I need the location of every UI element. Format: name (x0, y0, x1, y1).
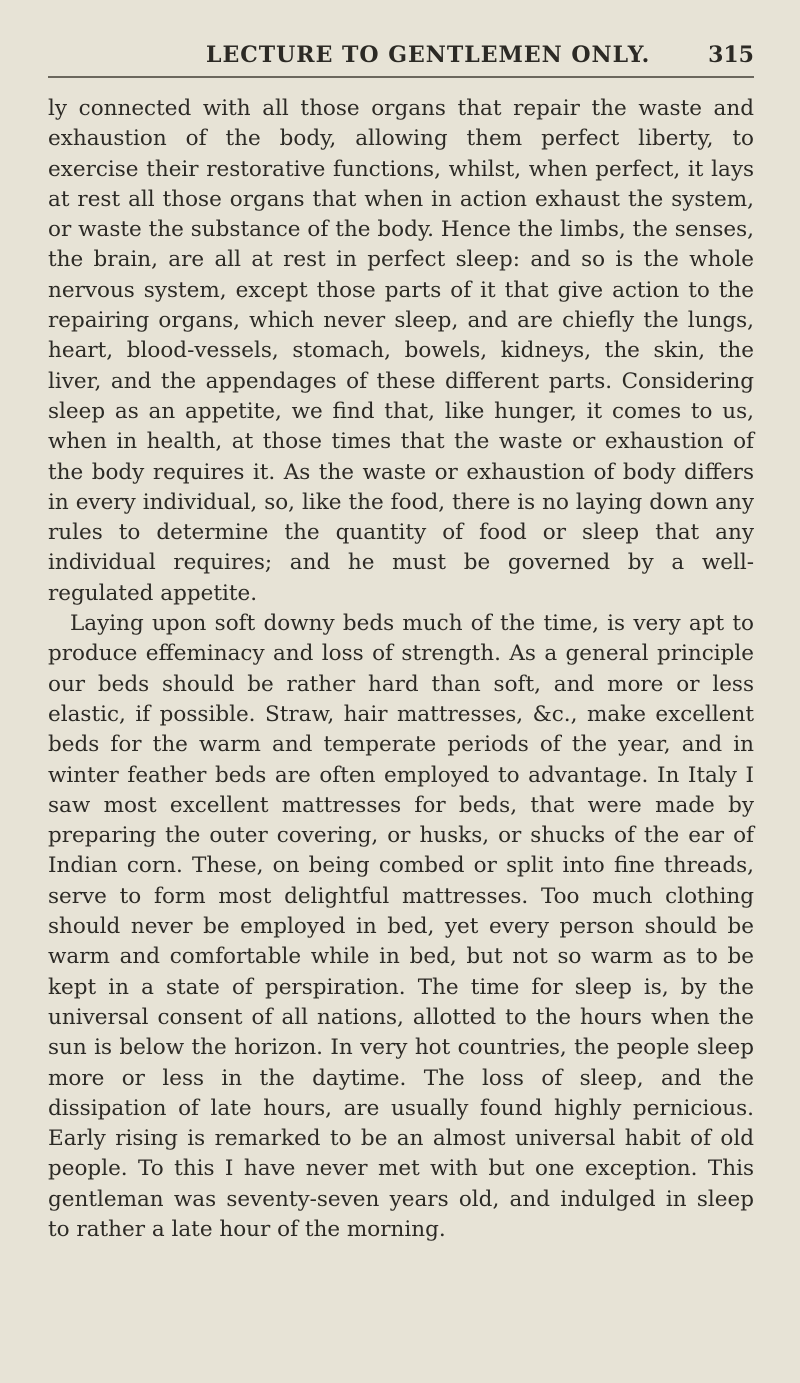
running-title: LECTURE TO GENTLEMEN ONLY. (206, 42, 651, 68)
body-text (48, 94, 754, 1245)
page-number: 315 (708, 42, 754, 68)
running-header (48, 0, 754, 78)
paragraph-sleep-appetite: ly connected with all those organs that repair the waste and exhaustion of the body, allowing them perfect liberty, to exercise their restorative functions, whilst, when perfect, it lays at rest all those organs that when in action exhaust the system, or waste the substance of the body. Hence the limbs, the senses, the brain, are all at rest in perfect sleep: and so is the whole nervous system, except those parts of it that give action to the repairing organs, which never sleep, and are chiefly the lungs, heart, blood-vessels, stomach, bowels, kidneys, the skin, the liver, and the appendages of these different parts. Considering sleep as an appetite, we find that, like hunger, it comes to us, when in health, at those times that the waste or exhaustion of the body requires it. As the waste or exhaustion of body differs in every individual, so, like the food, there is no laying down any rules to determine the quantity of food or sleep that any individual requires; and he must be governed by a well-regulated appetite. (48, 96, 754, 606)
paragraph-beds-and-hours: Laying upon soft downy beds much of the time, is very apt to produce effeminacy and loss of strength. As a general principle our beds should be rather hard than soft, and more or less elastic, if possible. Straw, hair mattresses, &c., make excellent beds for the warm and temperate periods of the year, and in winter feather beds are often employed to advantage. In Italy I saw most excellent mattresses for beds, that were made by preparing the outer covering, or husks, or shucks of the ear of Indian corn. These, on being combed or split into fine threads, serve to form most delightful mattresses. Too much clothing should never be employed in bed, yet every person should be warm and comfortable while in bed, but not so warm as to be kept in a state of perspiration. The time for sleep is, by the universal consent of all nations, allotted to the hours when the sun is below the horizon. In very hot countries, the people sleep more or less in the daytime. The loss of sleep, and the dissipation of late hours, are usually found highly pernicious. Early rising is remarked to be an almost universal habit of old people. To this I have never met with but one exception. This gentleman was seventy-seven years old, and indulged in sleep to rather a late hour of the morning. (48, 611, 754, 1242)
